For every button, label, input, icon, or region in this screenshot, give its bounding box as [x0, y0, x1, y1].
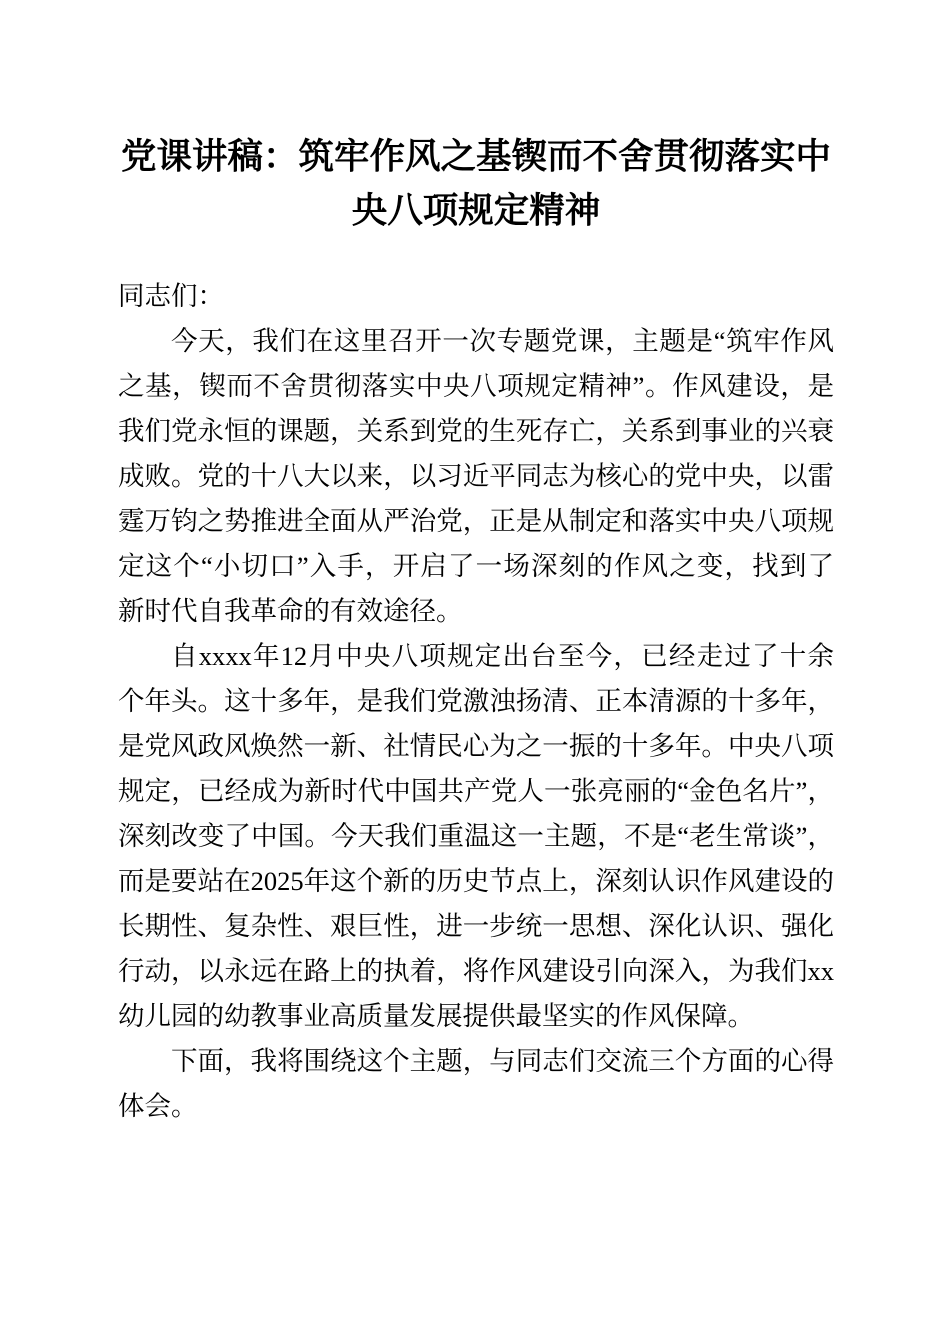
- title-line-1: 党课讲稿：筑牢作风之基锲而不舍贯彻落实中: [120, 136, 831, 176]
- document-title: [118, 129, 834, 237]
- body-line: 我们党永恒的课题，关系到党的生死存亡，关系到事业的兴衰: [118, 416, 834, 446]
- body-line: 之基，锲而不舍贯彻落实中央八项规定精神”。作风建设，是: [118, 371, 834, 401]
- body-line: 行动，以永远在路上的执着，将作风建设引向深入，为我们xx: [118, 956, 834, 986]
- body-line: 今天，我们在这里召开一次专题党课，主题是“筑牢作风: [171, 326, 834, 356]
- document-body: [118, 274, 834, 1129]
- body-line: 自xxxx年12月中央八项规定出台至今，已经走过了十余: [171, 641, 834, 671]
- paragraph-decade-review: [118, 634, 834, 1039]
- body-line: 定这个“小切口”入手，开启了一场深刻的作风之变，找到了: [118, 551, 834, 581]
- paragraph-closing: [118, 1039, 834, 1129]
- body-line: 个年头。这十多年，是我们党激浊扬清、正本清源的十多年，: [118, 686, 834, 716]
- title-line-2: 央八项规定精神: [351, 190, 601, 230]
- body-line: 同志们：: [118, 281, 224, 311]
- paragraph-salutation: [118, 274, 834, 319]
- body-line: 成败。党的十八大以来，以习近平同志为核心的党中央，以雷: [118, 461, 834, 491]
- body-line: 霆万钧之势推进全面从严治党，正是从制定和落实中央八项规: [118, 506, 834, 536]
- document-content: [118, 0, 834, 1129]
- body-line: 幼儿园的幼教事业高质量发展提供最坚实的作风保障。: [118, 1001, 754, 1031]
- paragraph-intro: [118, 319, 834, 634]
- body-line: 下面，我将围绕这个主题，与同志们交流三个方面的心得: [171, 1046, 834, 1076]
- body-line: 是党风政风焕然一新、社情民心为之一振的十多年。中央八项: [118, 731, 834, 761]
- body-line: 而是要站在2025年这个新的历史节点上，深刻认识作风建设的: [118, 866, 834, 896]
- body-line: 新时代自我革命的有效途径。: [118, 596, 463, 626]
- body-line: 规定，已经成为新时代中国共产党人一张亮丽的“金色名片”，: [118, 776, 834, 806]
- body-line: 体会。: [118, 1091, 198, 1121]
- body-line: 长期性、复杂性、艰巨性，进一步统一思想、深化认识、强化: [118, 911, 834, 941]
- body-line: 深刻改变了中国。今天我们重温这一主题，不是“老生常谈”，: [118, 821, 834, 851]
